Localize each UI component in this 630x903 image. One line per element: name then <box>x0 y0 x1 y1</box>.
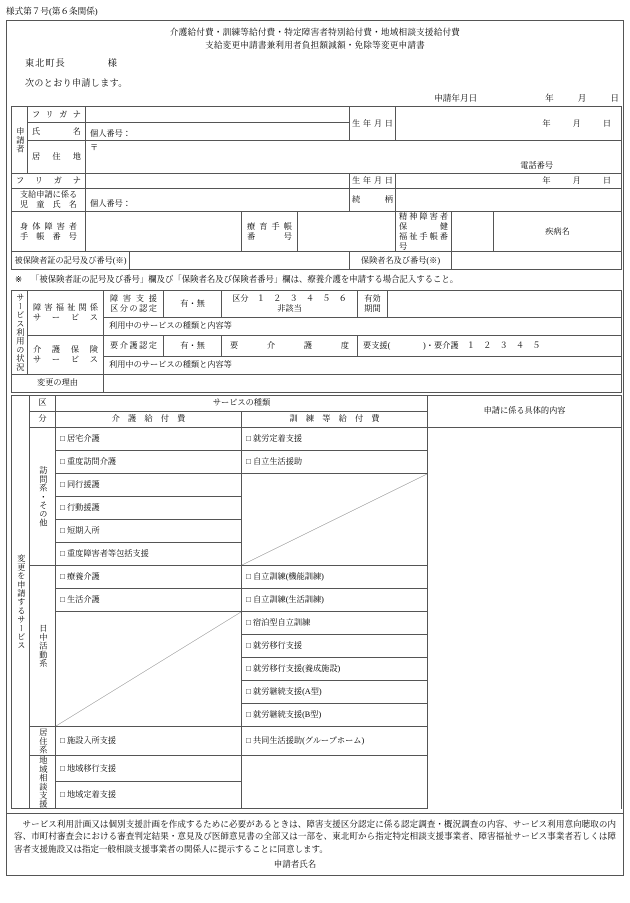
child-name-row <box>12 189 622 212</box>
application-date-line <box>7 93 623 106</box>
applicant-furigana-label: フリガナ <box>28 107 86 123</box>
service-checkbox-item[interactable]: □ 自立訓練(生活訓練) <box>242 588 428 611</box>
welfare-service-label: 障害福祉関係 サービス <box>28 290 104 335</box>
service-checkbox-item[interactable]: □ 共同生活援助(グループホーム) <box>242 726 428 755</box>
usage-side-label-cell <box>12 290 28 374</box>
empty-diagonal-cell-visiting <box>242 473 428 565</box>
checkbox-icon: □ <box>246 640 251 650</box>
application-date-month[interactable]: 月 <box>577 93 587 104</box>
ryoiku-cert-label: 療育手帳 番 号 <box>242 212 298 252</box>
insured-note <box>7 270 623 290</box>
form-title-line1: 介護給付費・訓練等給付費・特定障害者特別給付費・地域相談支援給付費 <box>169 26 461 37</box>
welfare-valid-period-label: 有効 期間 <box>358 290 388 317</box>
welfare-certification-label: 障害支援 区分の認定 <box>104 290 164 317</box>
group-label-residential: 居住系 <box>30 726 56 755</box>
application-date-label: 申請年月日 <box>434 93 478 104</box>
applicant-postal-field[interactable] <box>86 141 622 156</box>
child-mynumber-field[interactable] <box>86 189 350 212</box>
service-checkbox-item[interactable]: □ 重度訪問介護 <box>56 450 242 473</box>
services-table-wrap <box>7 393 623 809</box>
checkbox-icon: □ <box>60 433 65 443</box>
addressee-honorific: 様 <box>107 57 118 68</box>
service-checkbox-item[interactable]: □ 施設入所支援 <box>56 726 242 755</box>
service-type-header: サービスの種類 <box>56 395 428 411</box>
care-insurance-certification-row <box>12 335 622 356</box>
care-insurance-in-use-row <box>12 356 622 374</box>
child-name-label-line1: 支給申請に係る <box>19 190 78 200</box>
care-insurance-label: 介護保険 サービス <box>28 335 104 374</box>
checkbox-icon: □ <box>246 735 251 745</box>
care-benefit-header: 介 護 給 付 費 <box>56 411 242 427</box>
welfare-in-use-row <box>12 317 622 335</box>
details-header: 申請に係る具体的内容 <box>428 395 622 427</box>
main-form-box <box>6 20 624 814</box>
form-title-line2: 支給変更申請書兼利用者負担額減額・免除等変更申請書 <box>205 39 425 50</box>
checkbox-icon: □ <box>246 433 251 443</box>
checkbox-icon: □ <box>246 617 251 627</box>
consent-block <box>6 814 624 876</box>
checkbox-icon: □ <box>246 571 251 581</box>
child-name-label-line2: 児童氏名 <box>20 200 77 209</box>
checkbox-icon: □ <box>60 479 65 489</box>
service-checkbox-item[interactable]: □ 短期入所 <box>56 519 242 542</box>
checkbox-icon: □ <box>246 663 251 673</box>
service-checkbox-item[interactable]: □ 就労継続支援(A型) <box>242 680 428 703</box>
checkbox-icon: □ <box>60 502 65 512</box>
care-insurance-certification-label: 要介護認定 <box>104 335 164 356</box>
child-furigana-row <box>12 174 622 189</box>
group-label-visiting: 訪問系・その他 <box>30 427 56 565</box>
signature-label: 申請者氏名 <box>273 859 317 870</box>
certificates-row <box>12 212 622 252</box>
applicant-mynumber-label: 個人番号： <box>90 129 131 139</box>
postal-mark-icon: 〒 <box>90 143 99 153</box>
checkbox-icon: □ <box>60 735 65 745</box>
checkbox-icon: □ <box>60 548 65 558</box>
change-reason-label: 変更の理由 <box>12 374 104 392</box>
services-side-label-cell <box>12 395 30 808</box>
welfare-yes-no[interactable]: 有・無 <box>164 290 222 317</box>
insurer-label: 保険者名及び番号(※) <box>350 252 452 270</box>
division-header-top: 区 <box>30 395 56 411</box>
change-reason-row <box>12 374 622 392</box>
group-label-regional: 地域相談支援 <box>30 755 56 808</box>
applicant-mynumber-field[interactable] <box>86 123 350 141</box>
applicant-residence-row <box>12 141 622 156</box>
service-checkbox-item[interactable]: □ 就労定着支援 <box>242 427 428 450</box>
child-relation-label: 続 柄 <box>350 189 396 212</box>
mental-cert-input[interactable] <box>452 212 494 252</box>
note-mark-icon: ※ <box>15 275 23 285</box>
change-reason-input[interactable] <box>104 374 622 392</box>
service-row <box>12 427 622 450</box>
service-checkbox-item[interactable]: □ 生活介護 <box>56 588 242 611</box>
service-checkbox-item[interactable]: □ 就労継続支援(B型) <box>242 703 428 726</box>
service-checkbox-item[interactable]: □ 行動援護 <box>56 496 242 519</box>
service-checkbox-item[interactable]: □ 自立訓練(機能訓練) <box>242 565 428 588</box>
usage-status-table-wrap <box>7 290 623 393</box>
insured-row <box>12 252 622 270</box>
care-level-values[interactable]: 要支援( )・要介護 １ ２ ３ ４ ５ <box>358 335 622 356</box>
applicant-name-label: 氏 名 <box>28 123 86 141</box>
service-checkbox-item[interactable]: □ 重度障害者等包括支援 <box>56 542 242 565</box>
applicant-birthdate-label: 生年月日 <box>350 107 396 141</box>
applicant-table <box>11 106 622 270</box>
applicant-furigana-input[interactable] <box>86 107 350 123</box>
service-checkbox-item[interactable]: □ 就労移行支援(養成施設) <box>242 657 428 680</box>
checkbox-icon: □ <box>60 790 65 800</box>
welfare-certification-row <box>12 290 622 317</box>
child-furigana-label: フリガナ <box>12 174 86 189</box>
applicant-residence-label: 居住地 <box>28 141 86 174</box>
phone-label: 電話番号 <box>520 161 554 171</box>
child-name-label <box>12 189 86 212</box>
applicant-address-phone-field[interactable] <box>86 155 622 174</box>
ryoiku-cert-input[interactable] <box>298 212 396 252</box>
care-level-label: 要介護度 <box>222 335 358 356</box>
care-insurance-yes-no[interactable]: 有・無 <box>164 335 222 356</box>
empty-diagonal-cell-daytime <box>56 611 242 726</box>
applicant-table-wrap <box>7 106 623 270</box>
checkbox-icon: □ <box>246 594 251 604</box>
application-date-day[interactable]: 日 <box>610 93 619 104</box>
child-mynumber-label: 個人番号： <box>90 199 131 209</box>
service-checkbox-item[interactable]: □ 自立生活援助 <box>242 450 428 473</box>
child-relation-input[interactable] <box>396 189 622 212</box>
regional-training-empty <box>242 755 428 808</box>
applicant-furigana-row <box>12 107 622 123</box>
services-side-label: 変更を申請するサービス <box>16 554 26 650</box>
form-number: 様式第７号(第６条関係) <box>6 6 98 16</box>
service-checkbox-item[interactable]: □ 療養介護 <box>56 565 242 588</box>
addressee-line <box>7 52 623 70</box>
disease-label: 疾病名 <box>494 212 622 252</box>
checkbox-icon: □ <box>60 763 65 773</box>
checkbox-icon: □ <box>246 709 251 719</box>
service-checkbox-item[interactable]: □ 居宅介護 <box>56 427 242 450</box>
training-benefit-header: 訓 練 等 給 付 費 <box>242 411 428 427</box>
service-checkbox-item[interactable]: □ 同行援護 <box>56 473 242 496</box>
checkbox-icon: □ <box>246 456 251 466</box>
child-birthdate-input[interactable]: 年 月 日 <box>396 174 622 189</box>
addressee-name: 東北町長 <box>25 57 66 68</box>
usage-side-label: サービス利用の状況 <box>15 293 25 372</box>
physical-cert-input[interactable] <box>86 212 242 252</box>
applicant-birthdate-input[interactable]: 年 月 日 <box>396 107 622 141</box>
checkbox-icon: □ <box>246 686 251 696</box>
service-checkbox-item[interactable]: □ 就労移行支援 <box>242 634 428 657</box>
details-input-main[interactable] <box>428 427 622 782</box>
services-header-row-1 <box>12 395 622 411</box>
welfare-division-line1: 区分 １ ２ ３ ４ ５ ６ <box>232 294 347 304</box>
child-birthdate-label: 生年月日 <box>350 174 396 189</box>
checkbox-icon: □ <box>60 571 65 581</box>
welfare-valid-period-input[interactable] <box>388 290 622 317</box>
group-label-daytime: 日中活動系 <box>30 565 56 726</box>
insurer-input[interactable] <box>452 252 622 270</box>
declaration-text: 次のとおり申請します。 <box>25 78 128 89</box>
applicant-side-label-cell <box>12 107 28 174</box>
child-furigana-input[interactable] <box>86 174 350 189</box>
diagonal-line-icon <box>242 474 427 565</box>
applicant-phone-row <box>12 155 622 174</box>
services-table <box>11 395 622 809</box>
physical-cert-label: 身体障害者 手帳番号 <box>12 212 86 252</box>
service-checkbox-item[interactable]: □ 地域移行支援 <box>56 755 242 782</box>
mental-cert-label: 精神障害者保健 福祉手帳番号 <box>396 212 452 252</box>
application-date-year[interactable]: 年 <box>545 93 554 104</box>
note-text: 「被保険者証の記号及び番号」欄及び「保険者名及び保険者番号」欄は、療養介護を申請する場合記入すること。 <box>31 275 459 285</box>
service-checkbox-item[interactable]: □ 地域定着支援 <box>56 782 242 809</box>
welfare-division[interactable] <box>222 290 358 317</box>
diagonal-line-icon <box>56 612 241 726</box>
usage-status-table <box>11 290 622 393</box>
checkbox-icon: □ <box>60 456 65 466</box>
applicant-side-label: 申請者 <box>15 126 25 154</box>
form-title <box>7 21 623 52</box>
welfare-division-line2: 非該当 <box>277 303 302 313</box>
insured-symbol-input[interactable] <box>130 252 350 270</box>
service-checkbox-item[interactable]: □ 宿泊型自立訓練 <box>242 611 428 634</box>
insured-symbol-label: 被保険者証の記号及び番号(※) <box>12 252 130 270</box>
checkbox-icon: □ <box>60 594 65 604</box>
care-insurance-in-use-label[interactable]: 利用中のサービスの種類と内容等 <box>104 356 622 374</box>
checkbox-icon: □ <box>60 525 65 535</box>
consent-text: サービス利用計画又は個別支援計画を作成するために必要があるときは、障害支援区分認定に係る認定調査・概況調査の内容、サービス利用意向聴取の内容、市町村審査会における審査判定結果・意見及び医師意見書の全部又は一部を、東北町から指定特定相談支援事業者、障害福祉サービス事業者若しくは障害者支援施設又は指定一般相談支援事業者の関係人に提示することに同意します。 <box>14 819 616 854</box>
division-header-bottom: 分 <box>30 411 56 427</box>
welfare-in-use-label[interactable]: 利用中のサービスの種類と内容等 <box>104 317 622 335</box>
